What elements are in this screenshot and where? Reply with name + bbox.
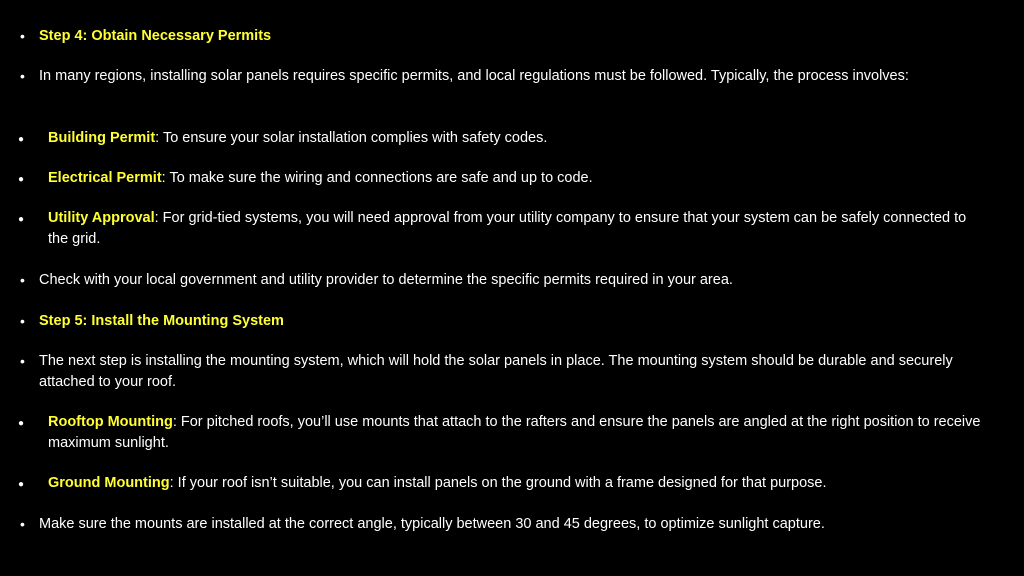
rooftop-mounting-item (18, 412, 988, 454)
sub-bullet: ● (18, 418, 25, 429)
sub-bullet: ● (18, 214, 25, 225)
building-permit-term: Building Permit (48, 130, 156, 146)
utility-approval-item (18, 208, 988, 250)
electrical-permit-desc: : To make sure the wiring and connections are safe and up to code. (161, 170, 593, 186)
rooftop-mounting-text (48, 412, 988, 454)
step-4-heading: Step 4: Obtain Necessary Permits (39, 28, 272, 44)
mounting-intro-text: The next step is installing the mounting system, which will hold the solar panels in place. The mounting system should be durable and securely attached to your roof. (39, 353, 953, 390)
permits-intro-item (20, 66, 999, 87)
bullet: • (20, 353, 25, 369)
rooftop-mounting-term: Rooftop Mounting (48, 414, 173, 430)
bullet: • (20, 313, 25, 329)
ground-mounting-text (48, 473, 988, 494)
sub-bullet: ● (18, 174, 25, 185)
mount-angle-text: Make sure the mounts are installed at the correct angle, typically between 30 and 45 degrees, to optimize sunlight capture. (39, 516, 825, 532)
mount-angle-item (20, 514, 999, 535)
ground-mounting-term: Ground Mounting (48, 475, 170, 491)
electrical-permit-item (18, 168, 988, 189)
step-5-heading: Step 5: Install the Mounting System (39, 313, 284, 329)
utility-approval-desc: : For grid-tied systems, you will need approval from your utility company to ensure that your system can be safely connected to the grid. (48, 210, 967, 247)
step-5-heading-item (20, 311, 999, 332)
ground-mounting-desc: : If your roof isn’t suitable, you can install panels on the ground with a frame designed for that purpose. (169, 475, 827, 491)
building-permit-desc: : To ensure your solar installation complies with safety codes. (155, 130, 548, 146)
mounting-intro-item (20, 351, 999, 393)
bullet: • (20, 28, 25, 44)
sub-bullet: ● (18, 134, 25, 145)
bullet: • (20, 68, 25, 84)
electrical-permit-text (48, 168, 988, 189)
building-permit-text (48, 128, 988, 149)
sub-bullet: ● (18, 479, 25, 490)
check-local-text: Check with your local government and utility provider to determine the specific permits required in your area. (39, 272, 733, 288)
building-permit-item (18, 128, 988, 149)
bullet: • (20, 272, 25, 288)
electrical-permit-term: Electrical Permit (48, 170, 162, 186)
permits-intro-text: In many regions, installing solar panels requires specific permits, and local regulations must be followed. Typically, the process involves: (39, 68, 909, 84)
step-4-heading-item (20, 26, 999, 47)
rooftop-mounting-desc: : For pitched roofs, you’ll use mounts that attach to the rafters and ensure the panels are angled at the right position to receive maximum sunlight. (48, 414, 981, 451)
ground-mounting-item (18, 473, 988, 494)
check-local-item (20, 270, 999, 291)
utility-approval-text (48, 208, 988, 250)
bullet: • (20, 516, 25, 532)
utility-approval-term: Utility Approval (48, 210, 155, 226)
